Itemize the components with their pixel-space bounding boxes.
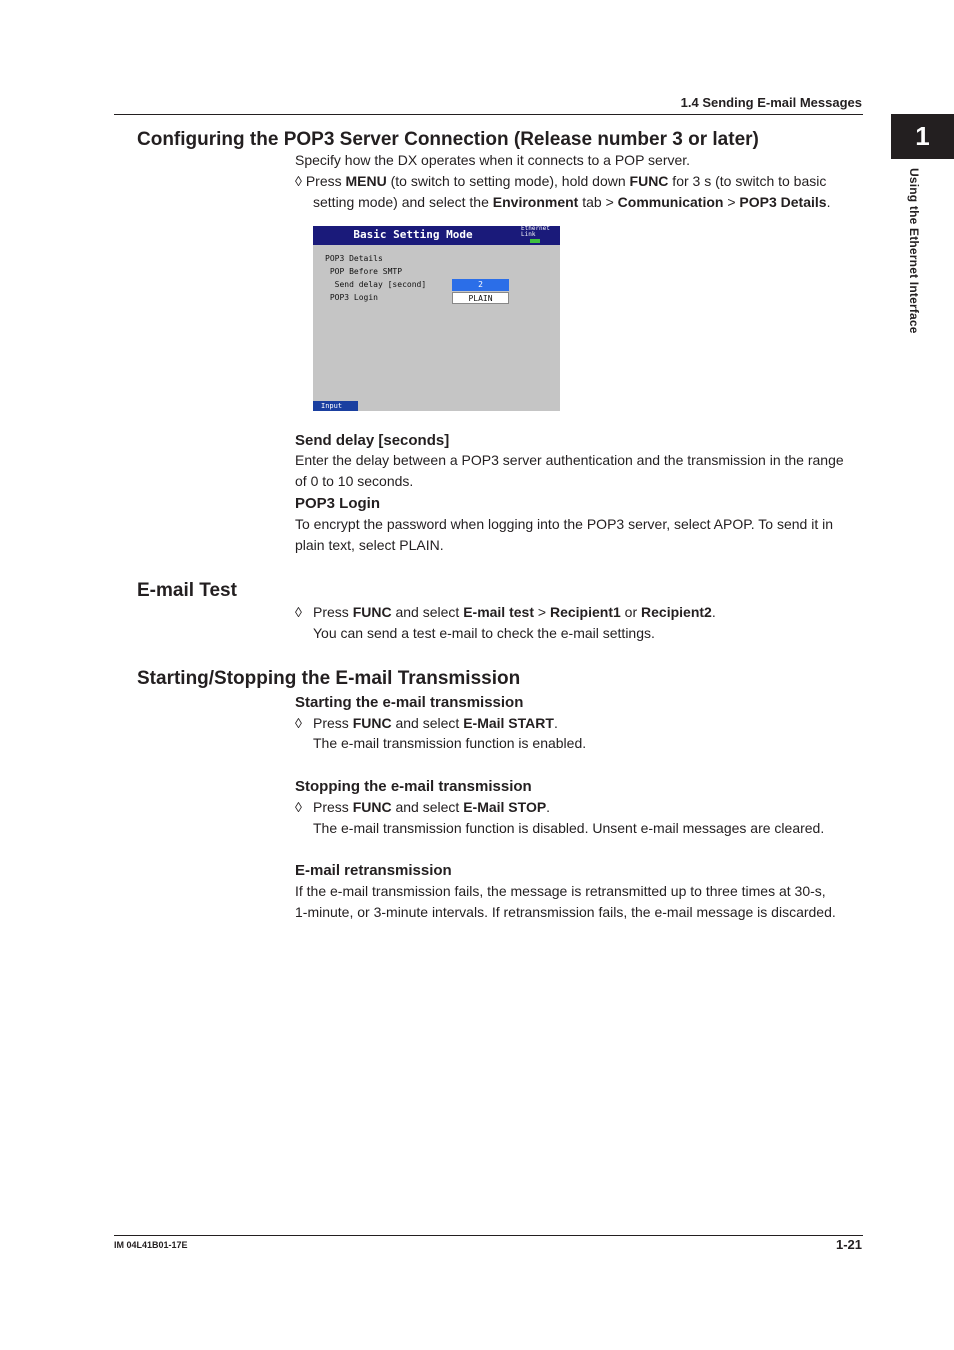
retransmission-text-1: If the e-mail transmission fails, the message is retransmitted up to three times at 30-s, (295, 883, 826, 899)
pop3-step-line2: setting mode) and select the Environment tab > Communication > POP3 Details. (313, 194, 831, 210)
email-test-note: You can send a test e-mail to check the e-mail settings. (313, 625, 655, 641)
screen-title: Basic Setting Mode (353, 228, 473, 241)
func-key: FUNC (629, 173, 669, 189)
send-delay-text-2: of 0 to 10 seconds. (295, 473, 414, 489)
pop3-login-heading: POP3 Login (295, 495, 381, 512)
pop3-section-title: Configuring the POP3 Server Connection (Release number 3 or later) (137, 129, 759, 150)
screen-pop3-details-label: POP3 Details (325, 254, 383, 263)
diamond-symbol: ◊ (295, 173, 302, 189)
screen-send-delay-label: Send delay [second] (325, 280, 427, 289)
pop3-login-text-2: plain text, select PLAIN. (295, 537, 444, 553)
screen-pop3-login-label: POP3 Login (325, 293, 378, 302)
header-rule (114, 114, 863, 115)
chapter-tab: 1 (891, 114, 954, 159)
email-test-step: ◊ Press FUNC and select E-mail test > Recipient1 or Recipient2. (295, 602, 716, 623)
send-delay-text-1: Enter the delay between a POP3 server authentication and the transmission in the range (295, 452, 844, 468)
diamond-symbol: ◊ (295, 604, 302, 620)
chapter-side-label: Using the Ethernet Interface (907, 168, 921, 334)
start-step: ◊ Press FUNC and select E-Mail START. (295, 713, 558, 734)
document-id: IM 04L41B01-17E (114, 1240, 188, 1250)
retransmission-heading: E-mail retransmission (295, 862, 452, 879)
input-softkey[interactable]: Input (313, 401, 358, 411)
footer-rule (114, 1235, 863, 1236)
basic-setting-screen (313, 226, 560, 411)
screen-title-bar (313, 226, 560, 245)
diamond-symbol: ◊ (295, 715, 302, 731)
running-header: 1.4 Sending E-mail Messages (680, 95, 862, 110)
menu-key: MENU (345, 173, 387, 189)
send-delay-heading: Send delay [seconds] (295, 432, 450, 449)
page-number: 1-21 (835, 1237, 862, 1252)
email-test-title: E-mail Test (137, 580, 237, 601)
diamond-symbol: ◊ (295, 799, 302, 815)
ethernet-link-indicator: Ethernet Link (518, 226, 558, 245)
pop3-intro: Specify how the DX operates when it connects to a POP server. (295, 152, 691, 168)
pop3-login-value[interactable]: PLAIN (452, 292, 509, 304)
retransmission-text-2: 1-minute, or 3-minute intervals. If retransmission fails, the e-mail message is discarded. (295, 904, 836, 920)
screen-pop-before-smtp-label: POP Before SMTP (325, 267, 403, 276)
pop3-login-text-1: To encrypt the password when logging into the POP3 server, select APOP. To send it in (295, 516, 834, 532)
stop-heading: Stopping the e-mail transmission (295, 778, 532, 795)
start-stop-title: Starting/Stopping the E-mail Transmission (137, 668, 521, 689)
link-led-icon (530, 239, 540, 243)
send-delay-value[interactable]: 2 (452, 279, 509, 291)
stop-step: ◊ Press FUNC and select E-Mail STOP. (295, 797, 550, 818)
start-note: The e-mail transmission function is enabled. (313, 735, 587, 751)
start-heading: Starting the e-mail transmission (295, 694, 524, 711)
pop3-step-line1: ◊ Press MENU (to switch to setting mode), hold down FUNC for 3 s (to switch to basic (295, 173, 827, 189)
stop-note: The e-mail transmission function is disabled. Unsent e-mail messages are cleared. (313, 820, 825, 836)
